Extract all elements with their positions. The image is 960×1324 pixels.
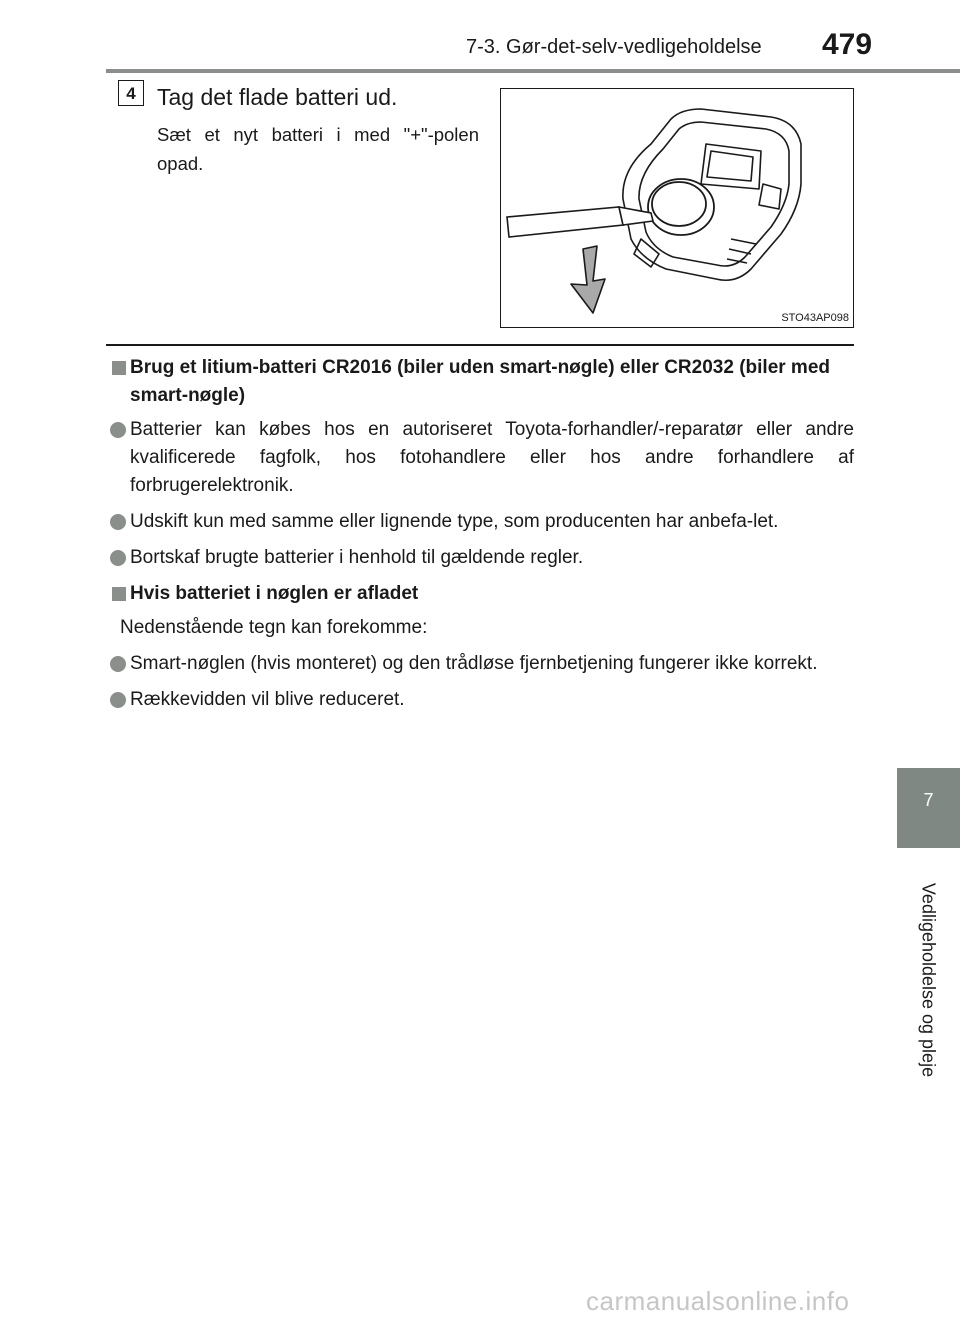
screwdriver — [507, 207, 653, 237]
key-battery-illustration — [500, 88, 854, 328]
watermark: carmanualsonline.info — [586, 1286, 850, 1316]
section-intro: Nedenstående tegn kan forekomme: — [120, 617, 428, 638]
square-bullet-icon — [112, 361, 126, 375]
figure-code: STO43AP098 — [781, 312, 849, 324]
list-item-text: Bortskaf brugte batterier i henhold til gældende regler. — [130, 547, 584, 568]
section-heading-text: Brug et litium-batteri CR2016 (biler uden smart-nøgle) eller CR2032 (biler med smart-nøgle) — [130, 357, 830, 406]
square-bullet-icon — [112, 587, 126, 601]
list-item — [106, 544, 854, 572]
step-description: Sæt et nyt batteri i med "+"-polen opad. — [157, 124, 479, 174]
key-fob-drawing — [501, 89, 852, 326]
chapter-label: Vedligeholdelse og pleje — [918, 882, 939, 1078]
round-bullet-icon — [110, 656, 126, 672]
section-heading — [106, 354, 854, 410]
round-bullet-icon — [110, 514, 126, 530]
list-item-text: Smart-nøglen (hvis monteret) og den trådløse fjernbetjening fungerer ikke korrekt. — [130, 653, 818, 674]
chapter-side-tab — [897, 768, 960, 848]
chapter-number: 7 — [923, 790, 934, 810]
round-bullet-icon — [110, 550, 126, 566]
list-item — [106, 508, 854, 536]
header-rule — [106, 69, 960, 73]
round-bullet-icon — [110, 692, 126, 708]
step-number-box: 4 — [118, 80, 144, 106]
arrow-icon — [571, 246, 605, 313]
list-item-text: Udskift kun med samme eller lignende type, som producenten har anbefa-let. — [130, 511, 779, 532]
list-item — [106, 686, 854, 714]
list-item-text: Batterier kan købes hos en autoriseret Toyota-forhandler/-reparatør eller andre kvalificerede fagfolk, hos fotohandlere eller hos andre forhandlere af forbrugerelektronik. — [130, 419, 854, 496]
coin-battery — [648, 179, 714, 235]
list-item — [106, 416, 854, 500]
section-heading — [106, 580, 854, 608]
content — [106, 354, 854, 722]
list-item-text: Rækkevidden vil blive reduceret. — [130, 689, 405, 710]
section-rule — [106, 344, 854, 346]
page-number: 479 — [822, 28, 873, 61]
round-bullet-icon — [110, 422, 126, 438]
section-heading-text: Hvis batteriet i nøglen er afladet — [130, 583, 419, 604]
header-section-title: 7-3. Gør-det-selv-vedligeholdelse — [466, 36, 762, 58]
step-title: Tag det flade batteri ud. — [157, 84, 398, 110]
list-item — [106, 650, 854, 678]
